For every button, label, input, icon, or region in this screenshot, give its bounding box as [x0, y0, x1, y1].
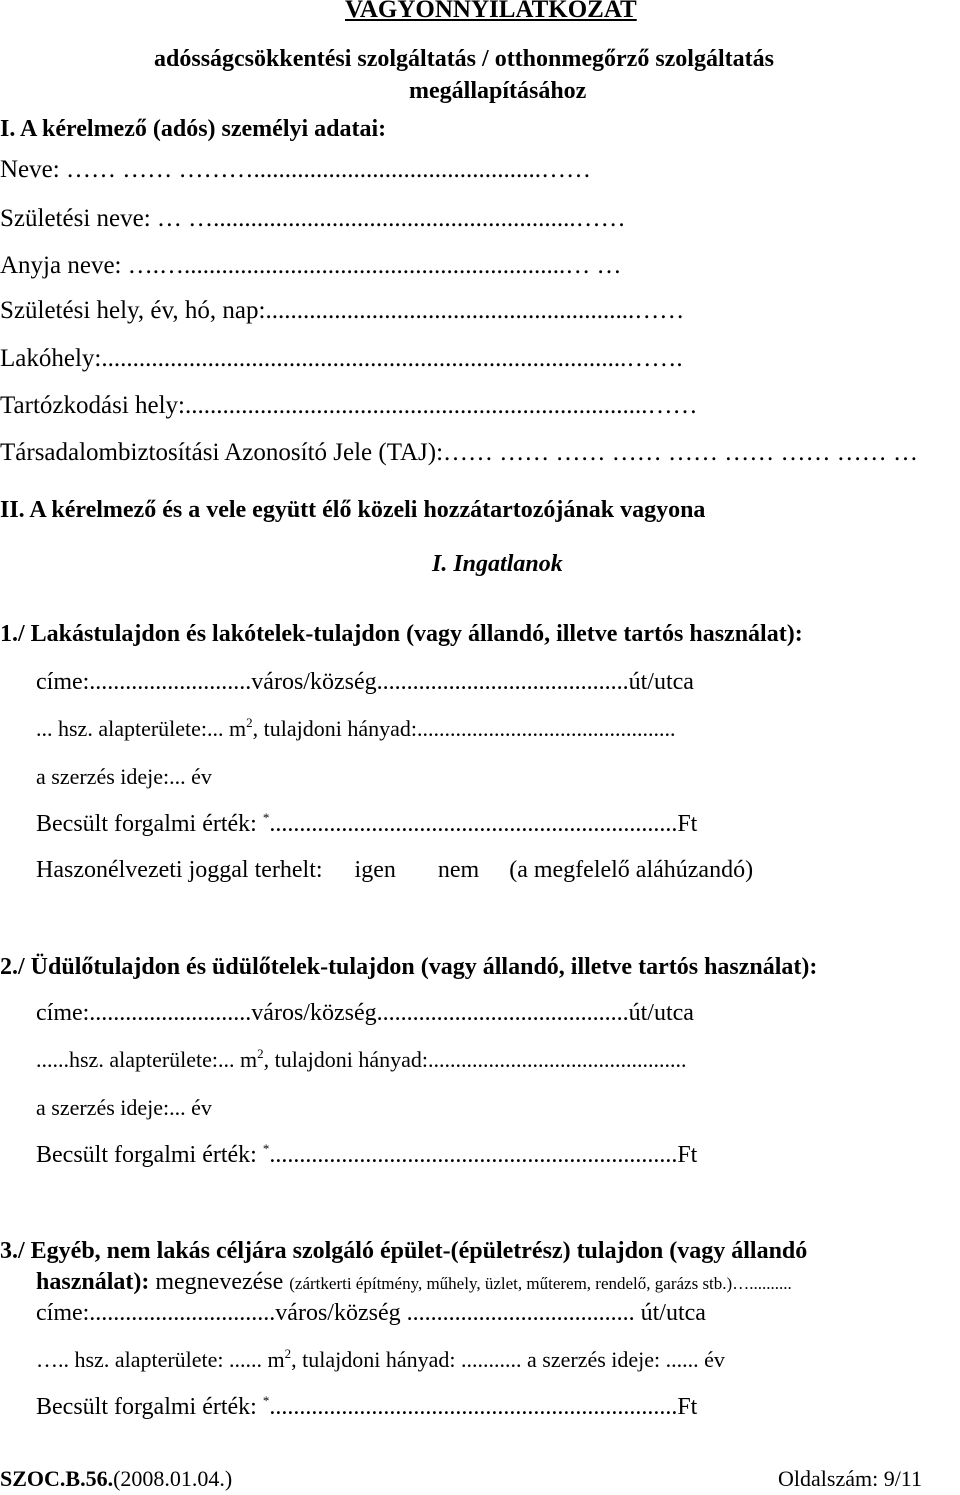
square-superscript: 2 [246, 715, 253, 730]
value-label: Becsült forgalmi érték: [36, 1394, 257, 1420]
page-subtitle-line2: megállapításához [409, 78, 587, 104]
item1-acquired-line: a szerzés ideje:... év [36, 764, 212, 789]
item3-area-line [36, 1346, 725, 1372]
item2-acquired-line: a szerzés ideje:... év [36, 1095, 212, 1120]
share-label: , tulajdoni hányad:............................................... [252, 716, 676, 741]
page-subtitle-line1: adósságcsökkentési szolgáltatás / otthonmegőrző szolgáltatás [154, 46, 774, 72]
usufruct-label: Haszonélvezeti joggal terhelt: [36, 857, 323, 883]
field-birth-place-date [0, 298, 684, 323]
area-label: ... hsz. alapterülete:... m [36, 716, 247, 741]
field-fill: … …..........................................................…… [150, 205, 626, 232]
section2-heading: II. A kérelmező és a vele együtt élő közeli hozzátartozójának vagyona [0, 497, 706, 523]
field-label: Neve: [0, 156, 60, 183]
underline-note: (a megfelelő aláhúzandó) [509, 857, 754, 883]
item1-usufruct-line [36, 858, 753, 882]
square-superscript: 2 [257, 1046, 264, 1061]
field-residence [0, 346, 683, 371]
value-fill: ....................................................................Ft [269, 1142, 698, 1168]
option-igen: igen [354, 857, 396, 883]
item3-address-line: címe:...............................város/község ...................................... út/utca [36, 1300, 706, 1326]
item1-value-line [36, 812, 697, 836]
item1-area-line [36, 715, 676, 741]
field-label: Lakóhely: [0, 345, 102, 372]
option-nem: nem [437, 857, 480, 883]
item3-title-line1: 3./ Egyéb, nem lakás céljára szolgáló épület-(épületrész) tulajdon (vagy állandó [0, 1238, 808, 1264]
field-fill: ..........................................................................…… [185, 392, 698, 419]
item2-area-line [36, 1046, 687, 1072]
footer-code [0, 1468, 232, 1490]
field-label: Társadalombiztosítási Azonosító Jele (TAJ): [0, 439, 444, 466]
field-stay-place [0, 393, 698, 418]
field-fill: …… …… ………..............................................…… [59, 156, 591, 183]
share-label: , tulajdoni hányad:............................................... [263, 1047, 687, 1072]
usage-label: használat): [36, 1269, 150, 1295]
page-title: VAGYONNYILATKOZAT [345, 0, 637, 23]
item2-value-line [36, 1143, 697, 1167]
field-birth-name [0, 206, 626, 231]
value-label: Becsült forgalmi érték: [36, 811, 257, 837]
field-mother-name [0, 253, 621, 278]
field-label: Születési neve: [0, 205, 151, 232]
item2-title: 2./ Üdülőtulajdon és üdülőtelek-tulajdon (vagy állandó, illetve tartós használat): [0, 954, 818, 980]
field-name [0, 157, 591, 182]
area-label: ......hsz. alapterülete:... m [36, 1047, 258, 1072]
value-fill: ....................................................................Ft [269, 811, 698, 837]
field-label: Születési hely, év, hó, nap: [0, 297, 266, 324]
designation-label: megnevezése [155, 1269, 284, 1295]
asterisk-footnote: * [262, 1393, 270, 1408]
field-label: Tartózkodási hely: [0, 392, 185, 419]
area-label: ….. hsz. alapterülete: ...... m [36, 1347, 285, 1372]
section2-subheading: I. Ingatlanok [432, 551, 563, 577]
field-taj [0, 440, 918, 465]
field-fill: ….….............................................................… … [121, 252, 622, 279]
footer-code-date: (2008.01.04.) [113, 1466, 233, 1491]
item2-address-line: címe:...........................város/község..........................................út/utca [36, 1000, 694, 1026]
item3-title-line2 [36, 1270, 792, 1294]
section1-heading: I. A kérelmező (adós) személyi adatai: [0, 116, 387, 142]
asterisk-footnote: * [262, 1141, 270, 1156]
value-label: Becsült forgalmi érték: [36, 1142, 257, 1168]
item1-title: 1./ Lakástulajdon és lakótelek-tulajdon (vagy állandó, illetve tartós használat): [0, 621, 803, 647]
field-fill: ....................................................................................……. [101, 345, 683, 372]
share-acquired-label: , tulajdoni hányad: ........... a szerzés ideje: ...... év [291, 1347, 725, 1372]
item1-address-line: címe:...........................város/község..........................................út/utca [36, 669, 694, 695]
field-label: Anyja neve: [0, 252, 122, 279]
field-fill: ...........................................................…… [265, 297, 685, 324]
value-fill: ....................................................................Ft [269, 1394, 698, 1420]
footer-code-id: SZOC.B.56. [0, 1466, 114, 1491]
asterisk-footnote: * [262, 810, 270, 825]
item3-value-line [36, 1395, 697, 1419]
footer-page-number: Oldalszám: 9/11 [778, 1466, 922, 1491]
designation-examples: (zártkerti építmény, műhely, üzlet, műterem, rendelő, garázs stb.)….......... [289, 1274, 792, 1293]
square-superscript: 2 [284, 1346, 292, 1361]
field-fill: …… …… …… …… …… …… …… …… … [443, 439, 919, 466]
